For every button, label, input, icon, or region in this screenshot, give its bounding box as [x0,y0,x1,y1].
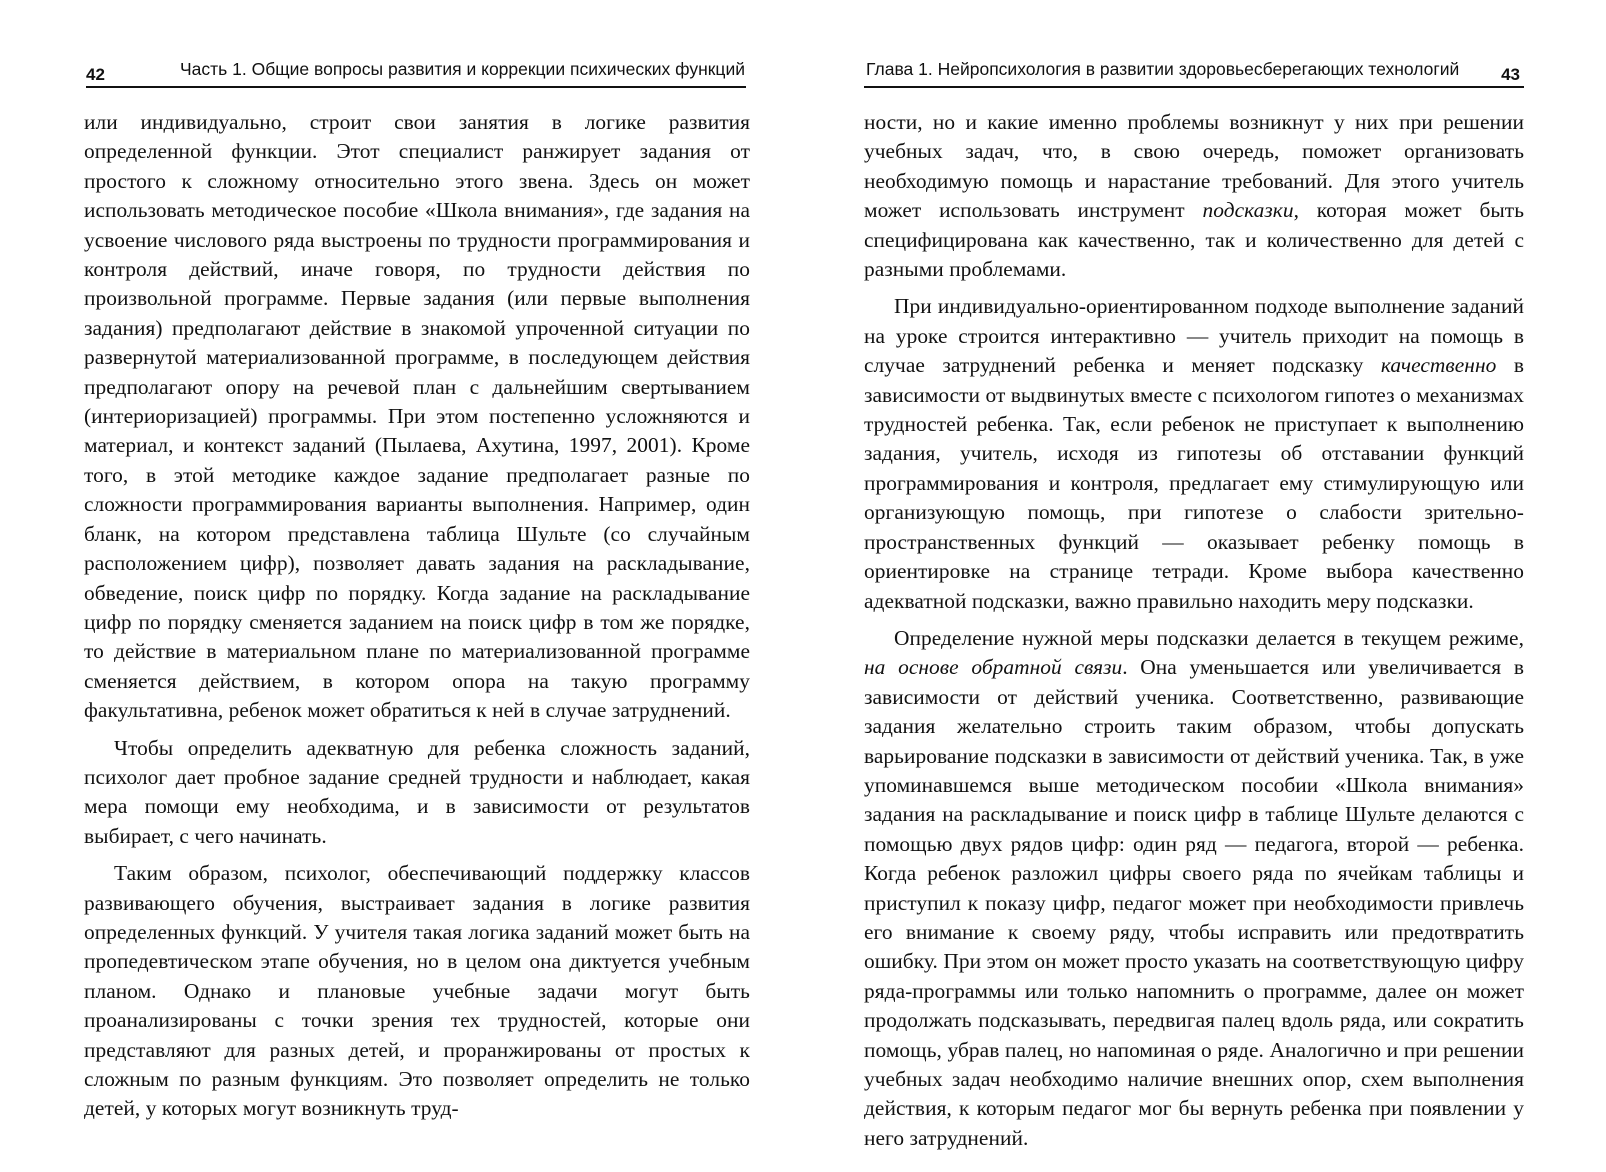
paragraph-text: . Она уменьшается или увеличивается в зависимости от действий ученика. Соответственно, развивающие задания желательно строить таким образом, чтобы допускать варьирование подсказки в зависимости от действий ученика. Так, в уже упоминавшемся выше методическом пособии «Школа внимания» задания на раскладывание и поиск цифр в таблице Шульте делаются с помощью двух рядов цифр: один ряд — педагога, второй — ребенка. Когда ребенок разложил цифры своего ряда по ячейкам таблицы и приступил к показу цифр, педагог может при необходимости привлечь его внимание к своему ряду, чтобы исправить или предотвратить ошибку. При этом он может просто указать на соответствующую цифру ряда-программы или только напомнить о программе, далее он может продолжать подсказывать, передвигая палец вдоль ряда, или сократить помощь, убрав палец, но напоминая о ряде. Аналогично и при решении учебных задач необходимо наличие внешних опор, схем выполнения действия, к которым педагог мог бы вернуть ребенка при появлении у него затруднений. [864,655,1524,1150]
paragraph: Чтобы определить адекватную для ребенка сложность заданий, психолог дает пробное задание средней трудности и наблюдает, какая мера помощи ему необходима, и в зависимости от результатов выбирает, с чего начинать. [84,735,750,848]
left-page-header [86,56,746,88]
left-body-text [84,108,750,1124]
paragraph-text: , которая может быть специфицирована как качественно, так и количественно для детей с разными проблемами. [864,198,1525,282]
emphasis: на основе обратной связи [864,655,1123,680]
paragraph [864,108,1524,284]
emphasis: подсказки [1202,198,1294,223]
right-running-title: Глава 1. Нейропсихология в развитии здоровьесберегающих технологий [866,59,1460,79]
right-page [806,0,1606,1172]
paragraph-text: При индивидуально-ориентированном подходе выполнение заданий на уроке строится интерактивно — учитель приходит на помощь в случае затруднений ребенка и меняет подсказку [864,294,1524,378]
paragraph: или индивидуально, строит свои занятия в логике развития определенной функции. Этот специалист ранжирует задания от простого к сложному относительно этого звена. Здесь он может использовать методическое пособие «Школа внимания», где задания на усвоение числового ряда выстроены по трудности программирования и контроля действий, иначе говоря, по трудности действия по произвольной программе. Первые задания (или первые выполнения задания) предполагают действие в знакомой упроченной ситуации по развернутой материализованной программе, в последующем действия предполагают опору на речевой план с дальнейшим свертыванием (интериоризацией) программы. При этом постепенно усложняются и материал, и контекст заданий (Пылаева, Ахутина, 1997, 2001). Кроме того, в этой методике каждое задание предполагает разные по сложности программирования варианты выполнения. Например, один бланк, на котором представлена таблица Шульте (со случайным расположением цифр), позволяет давать задания на раскладывание, обведение, поиск цифр по порядку. Когда задание на раскладывание цифр по порядку сменяется заданием на поиск цифр в том же порядке, то действие в материальном плане по материализованной программе сменяется действием, в котором опора на такую программу факультативна, ребенок может обратиться к ней в случае затруднений. [84,110,750,723]
paragraph-text: Определение нужной меры подсказки делается в текущем режиме, [894,625,1524,650]
paragraph [864,292,1524,615]
emphasis: качественно [1380,353,1497,378]
paragraph-text: ности, но и какие именно проблемы возникнут у них при решении учебных задач, что, в свою очередь, поможет организовать необходимую помощь и нарастание требований. Для этого учитель может использовать инструмент [864,110,1524,223]
paragraph: Таким образом, психолог, обеспечивающий поддержку классов развивающего обучения, выстраивает задания в логике развития определенных функций. У учителя такая логика заданий может быть на пропедевтическом этапе обучения, но в целом она диктуется учебным планом. Однако и плановые учебные задачи могут быть проанализированы с точки зрения тех трудностей, которые они представляют для разных детей, и проранжированы от простых к сложным по разным функциям. Это позволяет определить не только детей, у которых могут возникнуть труд- [84,861,750,1121]
paragraph-text: в зависимости от выдвинутых вместе с психологом гипотез о механизмах трудностей ребенка. Так, если ребенок не приступает к выполнению задания, учитель, исходя из гипотезы об отставании функций программирования и контроля, предлагает ему стимулирующую или организующую помощь, при гипотезе о слабости зрительно-пространственных функций — оказывает ребенку помощь в ориентировке на странице тетради. Кроме выбора качественно адекватной подсказки, важно правильно находить меру подсказки. [864,353,1524,613]
paragraph [864,624,1524,1153]
right-body-text [864,108,1524,1153]
right-page-number: 43 [1501,65,1520,84]
left-page [0,0,800,1172]
left-running-title: Часть 1. Общие вопросы развития и коррекции психических функций [180,59,745,79]
right-page-header [864,56,1524,88]
left-page-number: 42 [86,65,105,84]
